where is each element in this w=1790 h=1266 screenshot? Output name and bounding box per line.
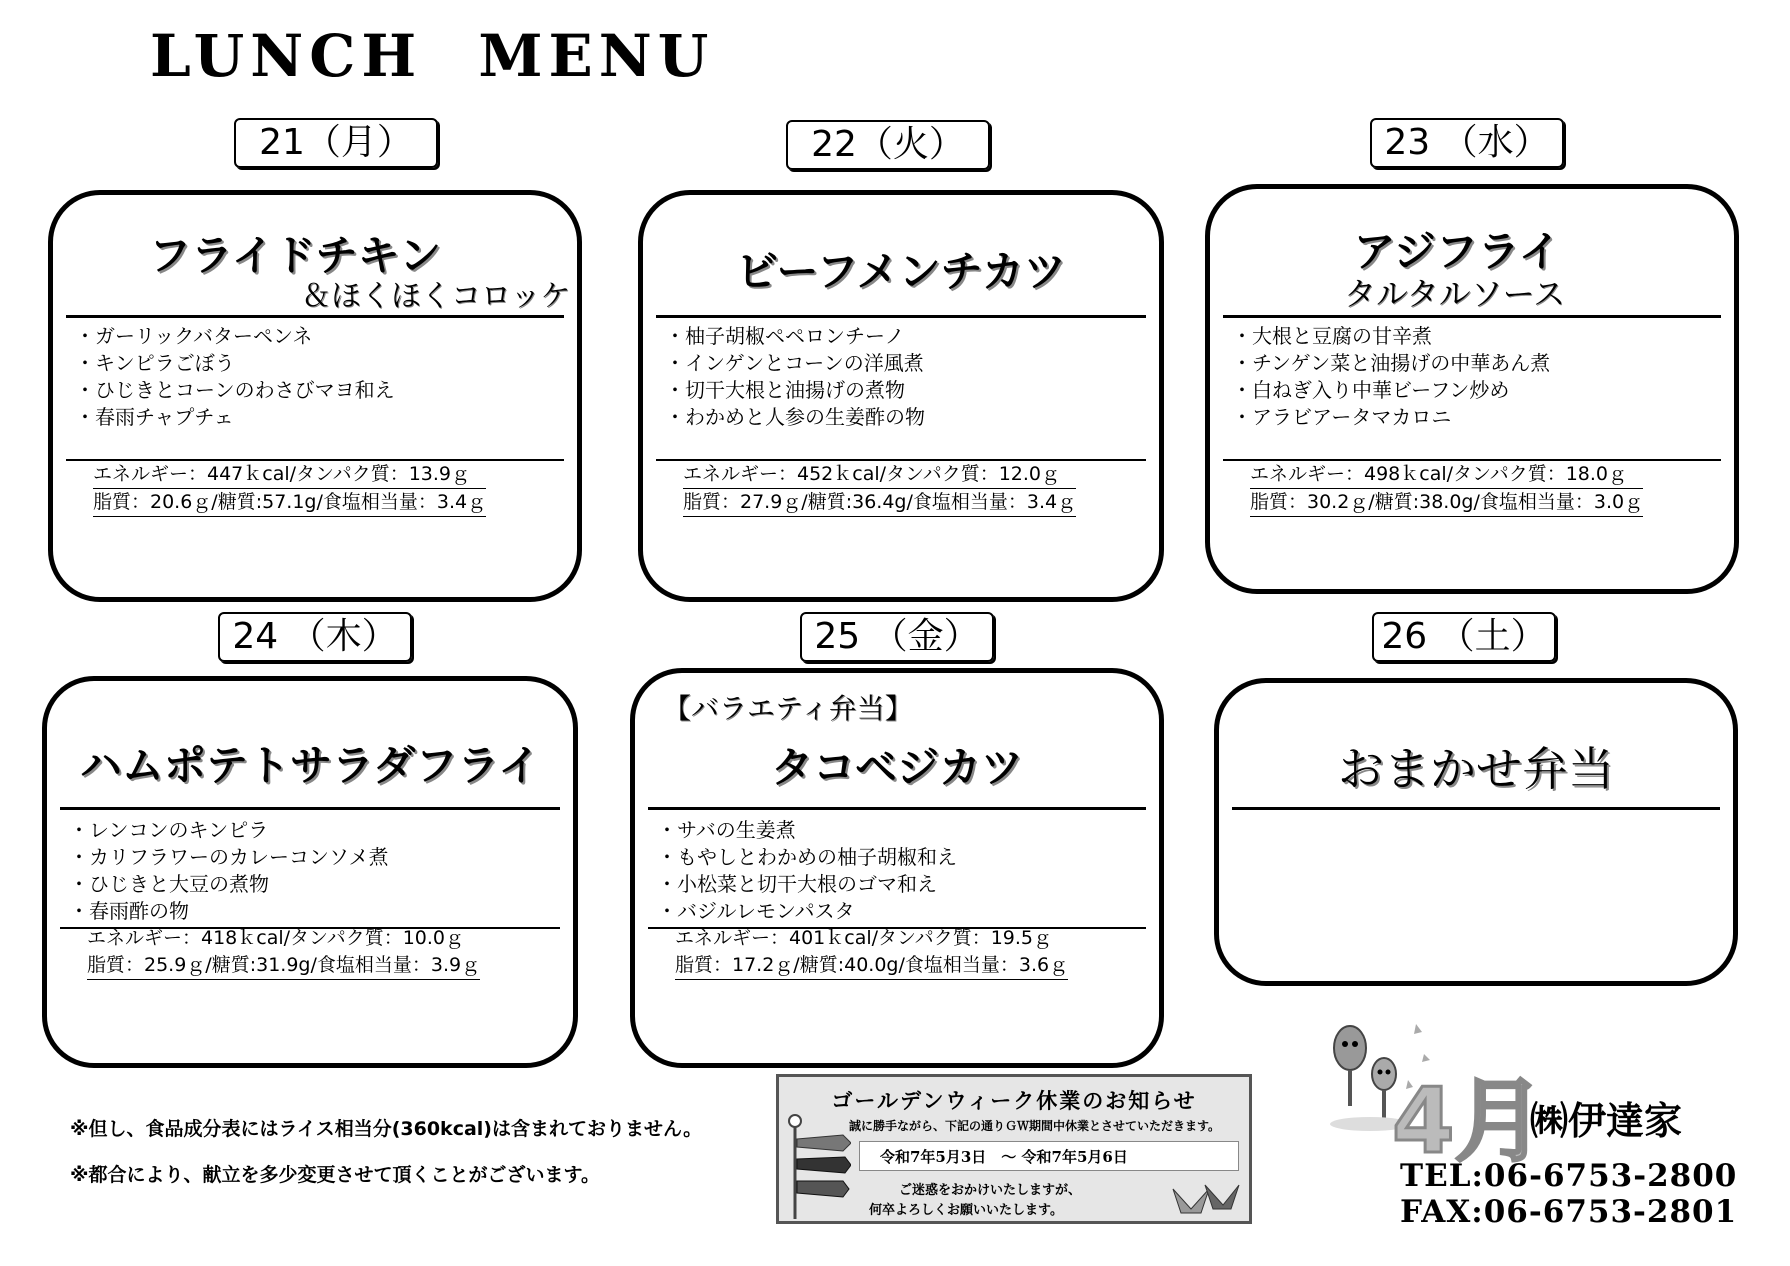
nutrition-line-1: エネルギー：452ｋcal/タンパク質：12.0ｇ xyxy=(683,461,1076,489)
nutrition-info xyxy=(683,461,1076,517)
menu-card-22 xyxy=(638,190,1164,602)
nutrition-line-1: エネルギー：418ｋcal/タンパク質：10.0ｇ xyxy=(87,927,465,949)
divider xyxy=(648,807,1146,810)
menu-card-24 xyxy=(42,676,578,1068)
notice-closure-dates: 令和7年5月3日 ～ 令和7年5月6日 xyxy=(859,1141,1239,1171)
nutrition-info xyxy=(87,925,480,980)
month-label: 4月 xyxy=(1392,1069,1545,1174)
side-dish: ・ バジルレモンパスタ xyxy=(657,898,957,925)
side-dish-list xyxy=(69,817,389,925)
nutrition-line-2: 脂質：17.2ｇ/糖質:40.0g/食塩相当量：3.6ｇ xyxy=(675,952,1068,980)
side-dish-list xyxy=(657,817,957,925)
nutrition-line-2: 脂質：30.2ｇ/糖質:38.0g/食塩相当量：3.0ｇ xyxy=(1250,489,1643,517)
main-dish: タコベジカツ xyxy=(770,743,1023,792)
main-dish: フライドチキン xyxy=(148,231,442,280)
note-rice-excluded: ※但し、食品成分表にはライス相当分(360kcal)は含まれておりません。 xyxy=(70,1118,703,1140)
side-dish: ・ ひじきと大豆の煮物 xyxy=(69,871,389,898)
side-dish: ・ カリフラワーのカレーコンソメ煮 xyxy=(69,844,389,871)
date-label-25: 25 （金） xyxy=(800,612,994,662)
holiday-notice xyxy=(776,1074,1252,1224)
main-dish: ハムポテトサラダフライ xyxy=(79,741,541,790)
side-dish: ・ キンピラごぼう xyxy=(75,350,395,377)
notice-subtitle: 誠に勝手ながら、下記の通りＧＷ期間中休業とさせていただきます。 xyxy=(849,1119,1221,1133)
side-dish-list xyxy=(1232,323,1550,431)
menu-card-25 xyxy=(630,668,1164,1068)
main-dish-sub: タルタルソース xyxy=(1344,275,1566,313)
menu-card-26 xyxy=(1214,678,1738,986)
divider xyxy=(66,315,564,318)
nutrition-line-2: 脂質：27.9ｇ/糖質:36.4g/食塩相当量：3.4ｇ xyxy=(683,489,1076,517)
divider xyxy=(1232,807,1720,810)
nutrition-line-1: エネルギー：401ｋcal/タンパク質：19.5ｇ xyxy=(675,927,1053,949)
divider xyxy=(656,315,1146,318)
side-dish: ・ レンコンのキンピラ xyxy=(69,817,389,844)
side-dish: ・ インゲンとコーンの洋風煮 xyxy=(665,350,925,377)
side-dish: ・ 春雨チャプチェ xyxy=(75,404,395,431)
dish-category-tag: 【バラエティ弁当】 xyxy=(663,692,913,725)
side-dish: ・ 切干大根と油揚げの煮物 xyxy=(665,377,925,404)
date-label-24: 24 （木） xyxy=(218,612,412,662)
side-dish: ・ ひじきとコーンのわさびマヨ和え xyxy=(75,377,395,404)
main-dish: おまかせ弁当 xyxy=(1338,742,1614,796)
nutrition-info xyxy=(93,461,486,517)
date-label-22: 22（火） xyxy=(786,120,990,170)
date-label-26: 26 （土） xyxy=(1372,612,1556,662)
side-dish: ・ わかめと人参の生姜酢の物 xyxy=(665,404,925,431)
menu-card-21 xyxy=(48,190,582,602)
side-dish-list xyxy=(75,323,395,431)
divider xyxy=(60,807,560,810)
notice-title: ゴールデンウィーク休業のお知らせ xyxy=(831,1088,1197,1113)
notice-apology xyxy=(869,1181,1082,1221)
side-dish: ・ 大根と豆腐の甘辛煮 xyxy=(1232,323,1550,350)
notice-apology-line-1: ご迷惑をおかけいたしますが、 xyxy=(899,1183,1082,1198)
main-dish: ビーフメンチカツ xyxy=(736,247,1066,296)
fax-number: FAX:06-6753-2801 xyxy=(1400,1194,1738,1230)
note-menu-change: ※都合により、献立を多少変更させて頂くことがございます。 xyxy=(70,1164,600,1186)
main-dish: アジフライ xyxy=(1353,227,1561,276)
side-dish: ・ 白ねぎ入り中華ビーフン炒め xyxy=(1232,377,1550,404)
side-dish: ・ 春雨酢の物 xyxy=(69,898,389,925)
nutrition-line-1: エネルギー：498ｋcal/タンパク質：18.0ｇ xyxy=(1250,461,1643,489)
side-dish: ・ 小松菜と切干大根のゴマ和え xyxy=(657,871,957,898)
menu-card-23 xyxy=(1205,184,1739,594)
side-dish: ・ アラビアータマカロニ xyxy=(1232,404,1550,431)
side-dish: ・ ガーリックバターペンネ xyxy=(75,323,395,350)
page-title: LUNCH MENU xyxy=(150,22,715,90)
kabuto-icon xyxy=(1171,1179,1241,1219)
nutrition-info xyxy=(675,925,1068,980)
nutrition-line-2: 脂質：25.9ｇ/糖質:31.9g/食塩相当量：3.9ｇ xyxy=(87,952,480,980)
side-dish: ・ 柚子胡椒ペペロンチーノ xyxy=(665,323,925,350)
side-dish: ・ サバの生姜煮 xyxy=(657,817,957,844)
date-label-23: 23 （水） xyxy=(1370,118,1564,168)
tel-number: TEL:06-6753-2800 xyxy=(1400,1158,1738,1194)
koinobori-icon xyxy=(785,1113,851,1221)
nutrition-line-2: 脂質：20.6ｇ/糖質:57.1g/食塩相当量：3.4ｇ xyxy=(93,489,486,517)
date-label-21: 21（月） xyxy=(234,118,438,168)
nutrition-line-1: エネルギー：447ｋcal/タンパク質：13.9ｇ xyxy=(93,461,486,489)
main-dish-sub: ＆ほくほくコロッケ xyxy=(301,279,571,314)
side-dish: ・ チンゲン菜と油揚げの中華あん煮 xyxy=(1232,350,1550,377)
divider xyxy=(1223,315,1721,318)
company-name: ㈱伊達家 xyxy=(1530,1099,1683,1143)
notice-apology-line-2: 何卒よろしくお願いいたします。 xyxy=(869,1203,1063,1218)
nutrition-info xyxy=(1250,461,1643,517)
side-dish: ・ もやしとわかめの柚子胡椒和え xyxy=(657,844,957,871)
side-dish-list xyxy=(665,323,925,431)
